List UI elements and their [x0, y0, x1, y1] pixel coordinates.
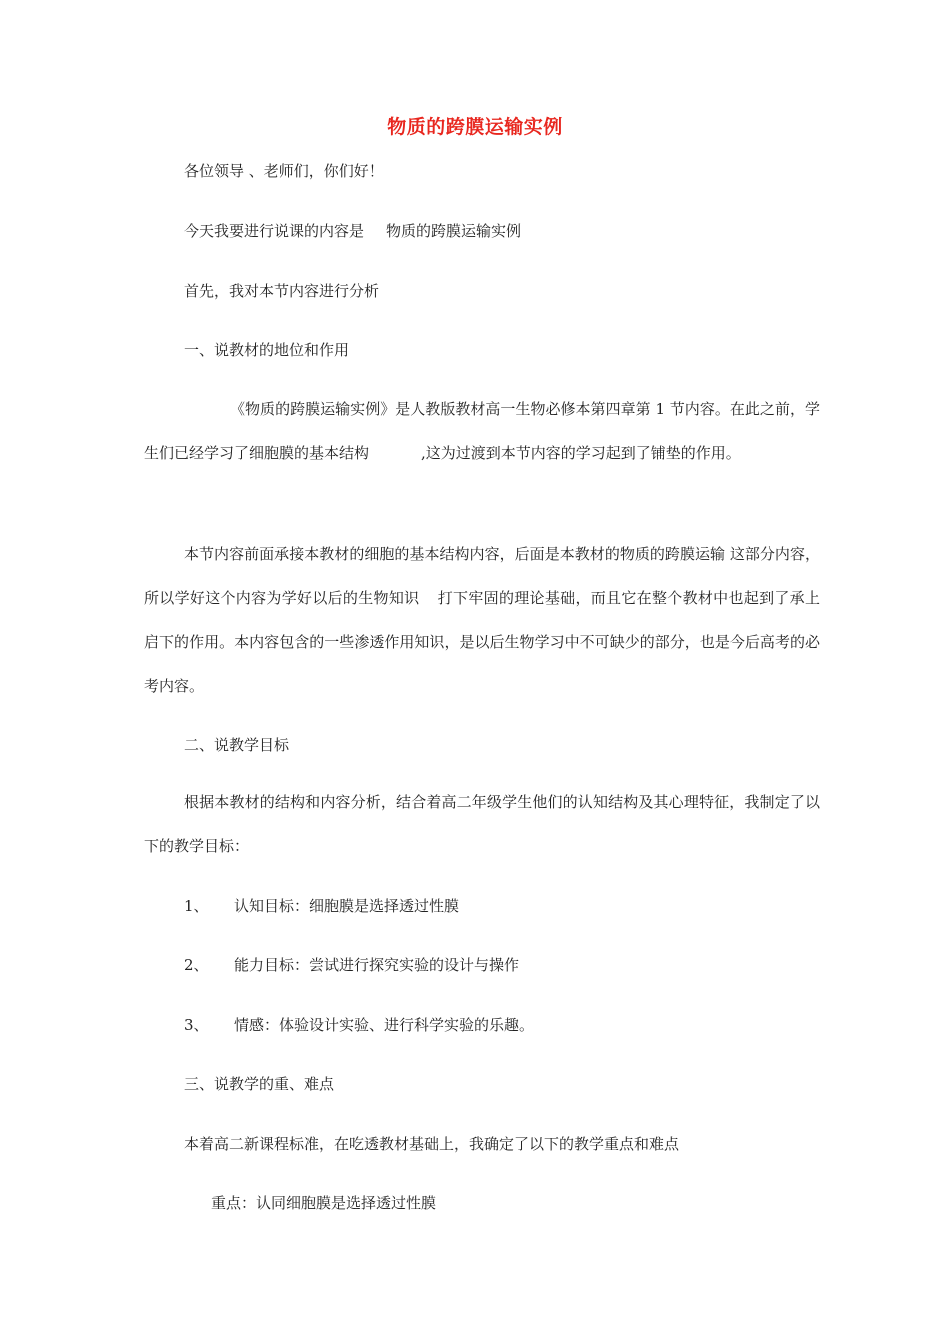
- goal-number: 3、: [184, 1016, 209, 1034]
- goal-item: [184, 1015, 534, 1035]
- section1-para2-part-a: 本节内容前面承接本教材的细胞的基本结构内容，后面是本教材的物质的跨膜运输 这部分内容，所以学好这个内容为学好以后的生物知识: [144, 545, 820, 607]
- intro-prefix: 今天我要进行说课的内容是: [184, 222, 365, 240]
- section2-heading: 二、说教学目标: [184, 736, 290, 754]
- goal-text: 认知目标：细胞膜是选择透过性膜: [234, 897, 460, 915]
- goal-item: [184, 955, 519, 975]
- section3-paragraph: 本着高二新课程标准，在吃透教材基础上，我确定了以下的教学重点和难点: [184, 1135, 680, 1153]
- section1-heading: 一、说教材的地位和作用: [184, 341, 350, 359]
- intro-topic: 物质的跨膜运输实例: [386, 222, 522, 240]
- greeting-line: 各位领导 、老师们，你们好！: [184, 162, 384, 180]
- section3-heading: 三、说教学的重、难点: [184, 1075, 335, 1093]
- section1-paragraph1: [144, 387, 820, 475]
- analysis-line: 首先，我对本节内容进行分析: [184, 282, 380, 300]
- document-title: 物质的跨膜运输实例: [387, 116, 563, 138]
- goal-item: [184, 896, 459, 916]
- key-point-line: 重点：认同细胞膜是选择透过性膜: [211, 1194, 437, 1212]
- goal-number: 2、: [184, 956, 209, 974]
- section1-para2-part-b: 打下牢固的理论基础，而且它在整个教材中也起到了承上启下的作用。本内容包含的一些渗透作用知识，是以后生物学习中不可缺少的部分，也是今后高考的必考内容。: [144, 589, 820, 695]
- goal-text: 能力目标：尝试进行探究实验的设计与操作: [234, 956, 520, 974]
- goal-number: 1、: [184, 897, 209, 915]
- section1-para1-part-a: 《物质的跨膜运输实例》是人教版教材高一生物必修本第四章第 1 节内容。在此之前，学生们已经学习了细胞膜的基本结构: [144, 400, 820, 462]
- intro-line: [184, 221, 521, 241]
- section2-paragraph: 根据本教材的结构和内容分析，结合着高二年级学生他们的认知结构及其心理特征，我制定了以下的教学目标：: [144, 793, 820, 855]
- goal-text: 情感：体验设计实验、进行科学实验的乐趣。: [234, 1016, 535, 1034]
- section1-para1-part-b: ,这为过渡到本节内容的学习起到了铺垫的作用。: [421, 444, 741, 462]
- section1-paragraph2: [144, 532, 820, 708]
